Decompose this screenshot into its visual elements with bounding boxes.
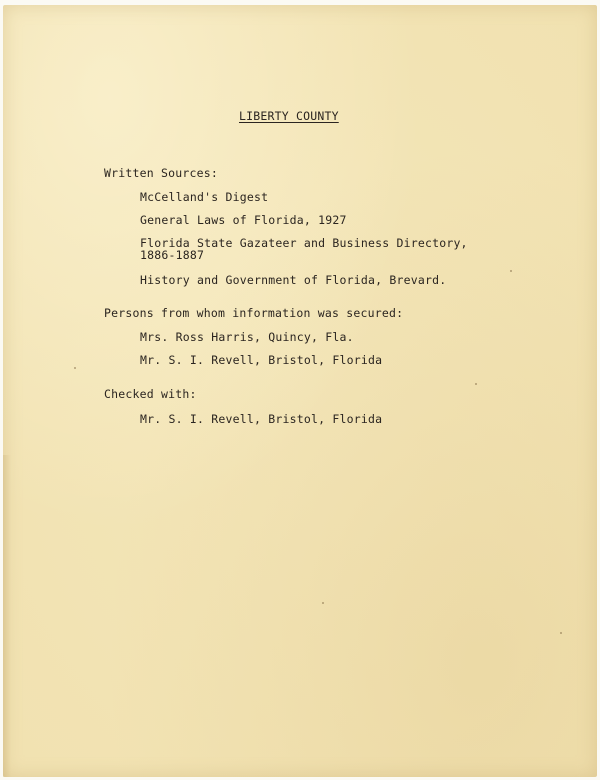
paper-speck: [74, 367, 76, 369]
source-item-continuation: 1886-1887: [140, 248, 205, 262]
source-item: General Laws of Florida, 1927: [140, 213, 347, 227]
paper-speck: [322, 602, 324, 604]
source-item: McCelland's Digest: [140, 190, 269, 204]
paper-speck: [560, 632, 562, 634]
written-sources-heading: Written Sources:: [104, 166, 218, 180]
document-title: LIBERTY COUNTY: [239, 109, 339, 123]
checked-item: Mr. S. I. Revell, Bristol, Florida: [140, 412, 383, 426]
source-item: History and Government of Florida, Brevard.: [140, 273, 447, 287]
paper-speck: [475, 383, 477, 385]
source-item: Florida State Gazateer and Business Directory,: [140, 236, 468, 250]
person-item: Mr. S. I. Revell, Bristol, Florida: [140, 353, 383, 367]
paper-edge-shadow: [3, 455, 11, 777]
checked-heading: Checked with:: [104, 387, 197, 401]
person-item: Mrs. Ross Harris, Quincy, Fla.: [140, 330, 354, 344]
paper-speck: [510, 270, 512, 272]
persons-heading: Persons from whom information was secured:: [104, 306, 404, 320]
